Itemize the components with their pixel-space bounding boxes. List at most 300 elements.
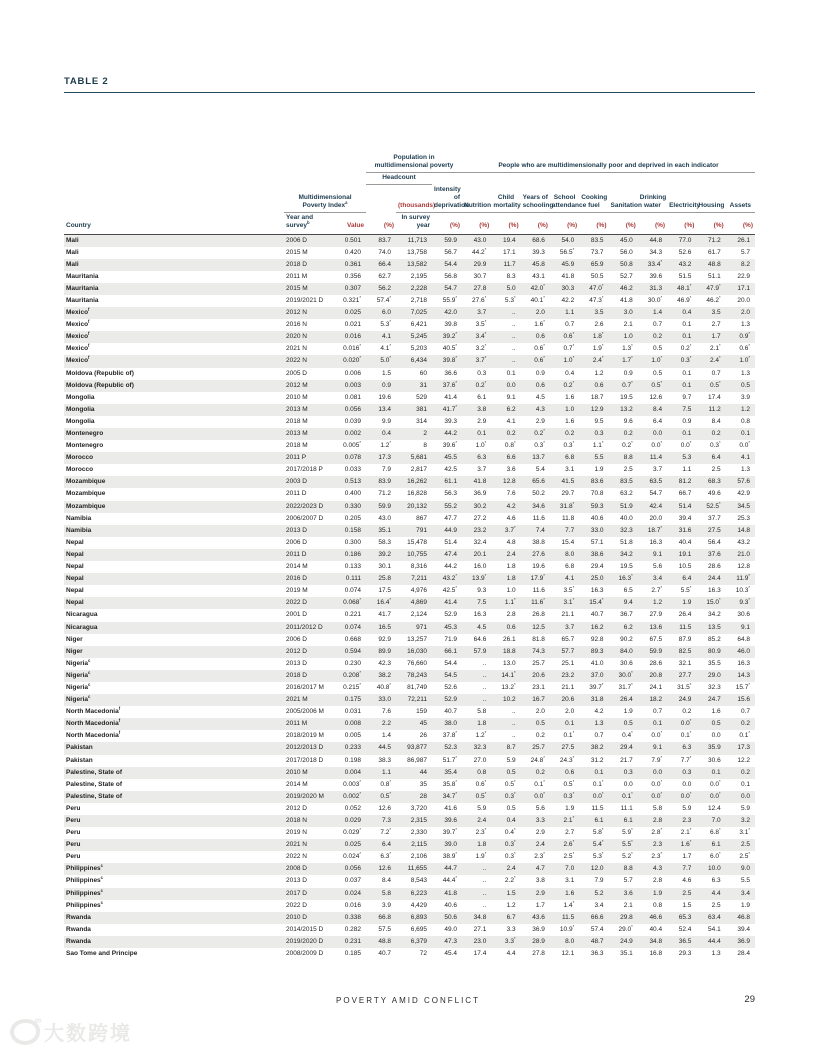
value-cell: 4,869: [410, 599, 428, 607]
value-cell: 2.3: [682, 817, 692, 824]
value-cell: 0.016: [344, 901, 362, 909]
value-cell: 21.7: [620, 756, 633, 764]
mpi-data-table: [64, 153, 755, 960]
value-cell: 12.1: [561, 950, 575, 958]
value-cell: 17.3: [737, 744, 750, 752]
value-cell: 11.5: [562, 913, 575, 921]
value-cell: 7.2*: [380, 827, 392, 837]
value-cell: 0.5*: [651, 379, 663, 389]
value-cell: 2.2*: [504, 875, 516, 885]
value-cell: 11.1: [620, 804, 633, 812]
watermark: [10, 1017, 132, 1046]
value-cell: 45.9: [561, 260, 575, 268]
value-cell: 39.8*: [442, 355, 458, 365]
value-cell: 0.5: [653, 345, 663, 353]
value-cell: 0.7*: [563, 343, 575, 353]
value-cell: 0.0*: [651, 778, 663, 788]
value-cell: 0.1*: [563, 730, 575, 740]
value-cell: 7,025: [410, 309, 428, 317]
value-cell: 12.0: [590, 865, 604, 873]
value-cell: 2.8: [506, 611, 516, 619]
value-cell: 6.0*: [710, 851, 721, 861]
year-survey-cell: 2012 N: [286, 309, 307, 317]
country-cell: Namibia: [66, 526, 92, 534]
value-cell: 3.1*: [739, 827, 750, 837]
value-cell: 1.9: [653, 889, 663, 897]
value-cell: 6.8: [565, 563, 575, 571]
value-cell: 46.9*: [677, 294, 692, 304]
table-row: [64, 682, 755, 694]
value-cell: 0.0*: [651, 730, 663, 740]
table-row: [64, 779, 755, 791]
value-cell: 39.6: [649, 272, 663, 280]
value-cell: ..: [511, 708, 516, 716]
value-cell: 0.3*: [710, 440, 721, 450]
value-cell: 381: [416, 405, 428, 413]
value-cell: 40.6: [590, 514, 604, 522]
value-cell: 46.2: [620, 284, 633, 292]
value-cell: 2,124: [410, 611, 428, 619]
year-survey-cell: 2014 M: [286, 563, 308, 571]
value-cell: 44.7: [444, 865, 458, 873]
table-row: [64, 948, 755, 960]
value-cell: 16.3: [708, 587, 721, 595]
value-cell: 0.056: [344, 865, 362, 873]
value-cell: 0.2: [623, 430, 633, 437]
value-cell: 4.1*: [380, 343, 392, 353]
header-group-people: People who are multidimensionally poor and deprived in each indicator: [462, 153, 755, 173]
value-cell: 6,379: [410, 937, 428, 945]
value-cell: 36.3: [590, 950, 604, 958]
value-cell: ..: [482, 901, 487, 909]
year-survey-cell: 2021 N: [286, 345, 307, 353]
value-cell: 39.7*: [442, 827, 458, 837]
country-cell: Moldova (Republic of): [66, 369, 134, 377]
country-cell: Mongolia: [66, 405, 95, 413]
value-cell: 0.074: [344, 623, 362, 631]
value-cell: 2.8: [653, 877, 663, 885]
value-cell: 0.5*: [563, 778, 575, 788]
year-survey-cell: 2022 N: [286, 853, 307, 861]
value-cell: 2.8: [653, 817, 663, 824]
value-cell: 24.8*: [530, 754, 545, 764]
value-cell: 0.2: [506, 430, 516, 437]
value-cell: 0.0*: [680, 718, 692, 728]
value-cell: 3.1: [565, 877, 575, 885]
value-cell: 74.0: [378, 248, 392, 256]
value-cell: 0.215*: [343, 681, 362, 691]
value-cell: 55.9*: [442, 294, 458, 304]
value-cell: 12.5: [532, 623, 545, 631]
value-cell: 7.9: [381, 466, 392, 474]
value-cell: 31.6: [678, 526, 692, 534]
value-cell: 0.3: [594, 430, 604, 437]
header-spacer: [64, 153, 366, 173]
header-indicator-sanitation: Sanitation: [609, 185, 638, 213]
value-cell: 59.9: [378, 502, 392, 510]
value-cell: 7.9: [594, 877, 604, 885]
value-cell: 5.6: [653, 563, 663, 571]
value-cell: 1.1*: [504, 597, 516, 607]
value-cell: 6.0: [381, 309, 392, 317]
value-cell: 41.8: [561, 272, 575, 280]
value-cell: 64.6: [473, 635, 487, 643]
year-survey-cell: 2020 N: [286, 333, 307, 341]
header-indicator-school-attendance: School attendance: [550, 185, 579, 213]
value-cell: 6.5: [623, 587, 633, 595]
year-survey-cell: 2012 D: [286, 804, 307, 812]
value-cell: 6,434: [410, 357, 428, 365]
table-row: [64, 476, 755, 488]
value-cell: 52.6: [444, 683, 458, 691]
value-cell: 2.6: [594, 321, 604, 329]
country-cell: Palestine, State of: [66, 780, 122, 788]
value-cell: 54.4: [444, 260, 458, 268]
value-cell: 0.221: [344, 611, 362, 619]
value-cell: 13.4: [378, 405, 392, 413]
value-cell: 0.021: [344, 321, 362, 329]
table-row: [64, 767, 755, 779]
value-cell: 27.9: [649, 611, 663, 619]
value-cell: 9.0: [740, 865, 750, 873]
header-indicator-housing: Housing: [696, 185, 725, 213]
value-cell: 39.8: [444, 321, 458, 329]
value-cell: 12.4: [708, 804, 721, 812]
value-cell: 9.3: [477, 587, 487, 595]
header-indicator-drinking-water: Drinking water: [638, 185, 667, 213]
value-cell: 37.8*: [442, 730, 458, 740]
year-survey-cell: 2018 D: [286, 671, 307, 679]
value-cell: 2,228: [410, 284, 428, 292]
value-cell: 0.233: [344, 744, 362, 752]
value-cell: 7.6: [381, 708, 392, 716]
value-cell: 51.1: [708, 272, 721, 280]
value-cell: 16.5: [378, 623, 392, 631]
table-row: [64, 900, 755, 912]
value-cell: 43.2: [737, 538, 750, 546]
value-cell: 38.2: [590, 744, 604, 752]
value-cell: 0.1: [477, 430, 487, 437]
value-cell: 0.668: [344, 635, 362, 643]
value-cell: 15.4: [561, 538, 575, 546]
value-cell: 64.8: [737, 635, 750, 643]
value-cell: 2.0: [565, 708, 575, 716]
value-cell: 0.0*: [651, 790, 663, 800]
country-cell: Nicaragua: [66, 611, 98, 619]
value-cell: 46.6: [649, 913, 663, 921]
header-pct-nutrition: (%): [462, 213, 491, 234]
header-country: Country: [64, 213, 284, 234]
value-cell: 34.8: [649, 937, 663, 945]
table-row: [64, 924, 755, 936]
value-cell: 39.2*: [442, 331, 458, 341]
value-cell: 0.6: [535, 381, 545, 389]
value-cell: 63.2: [620, 490, 633, 498]
value-cell: 42.5*: [442, 585, 458, 595]
value-cell: 27.7: [678, 671, 692, 679]
value-cell: 0.7: [740, 708, 750, 716]
value-cell: 3.8: [477, 405, 487, 413]
value-cell: 40.0: [620, 514, 633, 522]
value-cell: 1.3: [740, 466, 750, 474]
value-cell: 12.8: [502, 478, 516, 486]
value-cell: 45: [419, 720, 428, 728]
value-cell: 89.3: [590, 647, 604, 655]
value-cell: 0.5: [740, 381, 750, 389]
value-cell: 1.0*: [563, 355, 575, 365]
value-cell: 92.9: [378, 635, 392, 643]
value-cell: 0.2*: [680, 343, 692, 353]
value-cell: 45.5: [444, 454, 458, 462]
value-cell: 8.0: [565, 550, 575, 558]
value-cell: 40.4: [649, 925, 663, 933]
value-cell: 63.4: [708, 913, 721, 921]
value-cell: 1.0*: [475, 440, 487, 450]
year-survey-cell: 2019/2021 D: [286, 296, 324, 304]
year-survey-cell: 2017/2018 D: [286, 756, 324, 764]
value-cell: 23.2: [473, 526, 487, 534]
value-cell: 33.0: [590, 526, 604, 534]
year-survey-cell: 2021 M: [286, 696, 308, 704]
value-cell: 0.185: [344, 950, 362, 958]
value-cell: 54.5: [444, 671, 458, 679]
value-cell: 52.3: [444, 744, 458, 752]
value-cell: 33.4*: [647, 258, 663, 268]
value-cell: 81,749: [407, 683, 428, 691]
header-intensity: Intensity of deprivation: [432, 185, 462, 213]
value-cell: 4.6: [506, 514, 516, 522]
table-row: [64, 863, 755, 875]
value-cell: 34.8: [473, 913, 487, 921]
value-cell: 41.6: [444, 804, 458, 812]
value-cell: 87.9: [678, 635, 692, 643]
value-cell: 6,223: [410, 889, 428, 897]
value-cell: 11.6: [532, 514, 545, 522]
value-cell: 3.1: [565, 466, 575, 474]
value-cell: 4.1: [506, 417, 516, 425]
value-cell: 47.9*: [706, 282, 721, 292]
value-cell: 0.3*: [680, 355, 692, 365]
year-survey-cell: 2018/2019 M: [286, 732, 324, 740]
value-cell: 3.6: [506, 466, 516, 474]
year-survey-cell: 2010 M: [286, 768, 308, 776]
value-cell: 1.0: [565, 405, 575, 413]
value-cell: 38.0: [444, 720, 458, 728]
value-cell: 10.2: [502, 696, 516, 704]
country-cell: Philippines$^c$: [66, 863, 104, 873]
value-cell: 25.8: [378, 575, 392, 583]
header-year-survey: Year and survey$^b$: [284, 213, 336, 234]
value-cell: 17.4: [708, 393, 721, 401]
value-cell: 40.7: [444, 708, 458, 716]
value-cell: 0.1: [682, 430, 692, 437]
value-cell: 5.3*: [504, 294, 516, 304]
country-cell: Nigeria$^c$: [66, 669, 91, 679]
value-cell: 12.6: [378, 865, 392, 873]
value-cell: 1.3: [594, 720, 604, 728]
year-survey-cell: 2011 P: [286, 454, 307, 462]
value-cell: 44.2*: [472, 246, 487, 256]
year-survey-cell: 2014/2015 D: [286, 925, 324, 933]
value-cell: 0.356: [344, 272, 362, 280]
value-cell: 16.4*: [376, 597, 392, 607]
value-cell: 8,316: [410, 563, 428, 571]
header-thousands: (thousands): [396, 185, 432, 213]
country-cell: Mexico$^f$: [66, 355, 90, 365]
value-cell: 8.8: [623, 454, 633, 462]
value-cell: 77.0: [678, 236, 692, 244]
value-cell: 0.033: [344, 466, 362, 474]
value-cell: 4.4: [711, 889, 721, 897]
value-cell: 0.5: [535, 720, 545, 728]
value-cell: 0.9: [535, 369, 545, 377]
value-cell: 54.1: [708, 925, 721, 933]
country-cell: North Macedonia$^f$: [66, 718, 121, 728]
table-row: [64, 718, 755, 730]
value-cell: 5.6: [535, 804, 545, 812]
value-cell: 54.7: [444, 284, 458, 292]
value-cell: 0.4: [506, 817, 516, 824]
value-cell: 0.003: [344, 381, 362, 389]
value-cell: 11.8: [562, 514, 575, 522]
value-cell: 8,543: [410, 877, 428, 885]
country-cell: Nepal: [66, 587, 84, 595]
value-cell: 1.6*: [534, 319, 545, 329]
value-cell: 5.8*: [592, 827, 604, 837]
value-cell: 16.3*: [618, 573, 633, 583]
value-cell: 93,877: [407, 744, 428, 752]
value-cell: 2.5*: [563, 851, 575, 861]
value-cell: 35: [419, 780, 428, 788]
table-row: [64, 622, 755, 634]
country-cell: Nepal: [66, 575, 84, 583]
value-cell: 0.0: [711, 732, 721, 740]
year-survey-cell: 2013 D: [286, 659, 307, 667]
value-cell: 24.9: [678, 696, 692, 704]
value-cell: 11.5: [591, 804, 604, 812]
value-cell: 5.5: [594, 454, 604, 462]
value-cell: 31: [419, 381, 428, 389]
value-cell: 24.4: [708, 575, 721, 583]
country-cell: Nepal: [66, 563, 84, 571]
value-cell: 2.3*: [534, 851, 545, 861]
value-cell: 20,132: [407, 502, 428, 510]
value-cell: 0.594: [344, 647, 362, 655]
value-cell: 3.3: [535, 817, 545, 824]
value-cell: 52.9: [444, 611, 458, 619]
value-cell: 3.7*: [475, 355, 487, 365]
value-cell: 1.8: [506, 575, 516, 583]
value-cell: 41.0: [590, 659, 604, 667]
value-cell: 3.4: [653, 575, 663, 583]
value-cell: 17.9*: [530, 573, 545, 583]
country-cell: Mauritania: [66, 272, 99, 280]
value-cell: 7.0: [565, 865, 575, 873]
value-cell: 56.8: [444, 272, 458, 280]
year-survey-cell: 2006/2007 D: [286, 514, 324, 522]
value-cell: 20.0: [737, 296, 750, 304]
table-row: [64, 803, 755, 815]
value-cell: 0.3*: [504, 839, 516, 849]
value-cell: 6.7: [506, 913, 516, 921]
value-cell: 51.4: [444, 538, 458, 546]
value-cell: 35.9: [708, 744, 721, 752]
value-cell: 6.1: [711, 841, 721, 849]
value-cell: 51.7*: [442, 754, 458, 764]
value-cell: 34.5: [737, 502, 750, 510]
header-in-survey-year: In survey year: [396, 213, 432, 234]
value-cell: 6.3: [682, 744, 692, 752]
value-cell: 0.1*: [534, 778, 545, 788]
value-cell: 83.9: [378, 478, 392, 486]
table-row: [64, 875, 755, 887]
country-cell: Mongolia: [66, 393, 95, 401]
value-cell: 0.1: [506, 369, 516, 377]
value-cell: 17.4: [473, 950, 487, 958]
value-cell: 3.6: [623, 889, 633, 897]
value-cell: 14.3: [737, 671, 750, 679]
value-cell: 39.4: [678, 514, 692, 522]
value-cell: 0.8: [740, 417, 750, 425]
value-cell: 51.5: [678, 272, 692, 280]
table-row: [64, 742, 755, 754]
year-survey-cell: 2006 D: [286, 538, 307, 546]
value-cell: 44.2: [444, 563, 458, 571]
value-cell: 2.9: [535, 829, 545, 837]
value-cell: 9.4: [623, 599, 633, 607]
table-row: [64, 368, 755, 380]
value-cell: 1.6: [711, 708, 721, 716]
value-cell: 47.4: [444, 550, 458, 558]
value-cell: 56.3: [444, 490, 458, 498]
header-pct-electricity: (%): [667, 213, 696, 234]
country-cell: North Macedonia$^f$: [66, 730, 121, 740]
value-cell: 3.4: [594, 901, 604, 909]
value-cell: 24.3*: [559, 754, 575, 764]
value-cell: 30.6: [708, 756, 721, 764]
value-cell: 26.8: [532, 611, 545, 619]
country-cell: North Macedonia$^f$: [66, 706, 121, 716]
table-row: [64, 380, 755, 392]
value-cell: 29.3: [678, 950, 692, 958]
table-row: [64, 271, 755, 283]
value-cell: 2.0: [740, 309, 750, 317]
value-cell: 0.0*: [680, 440, 692, 450]
value-cell: 0.208*: [343, 669, 362, 679]
value-cell: 55.2: [444, 502, 458, 510]
table-row: [64, 573, 755, 585]
value-cell: 0.4*: [622, 730, 633, 740]
value-cell: 66.7: [678, 490, 692, 498]
value-cell: 0.005*: [343, 440, 362, 450]
value-cell: 5.5*: [680, 585, 692, 595]
value-cell: 1.0: [623, 333, 633, 341]
value-cell: 2.3: [653, 841, 663, 849]
value-cell: 57.6: [737, 478, 750, 486]
value-cell: 0.5*: [710, 379, 721, 389]
country-cell: Rwanda: [66, 925, 91, 933]
value-cell: 34.2: [620, 550, 633, 558]
value-cell: 12.6: [378, 804, 392, 812]
value-cell: 1.8: [506, 563, 516, 571]
value-cell: 2,106: [410, 853, 428, 861]
value-cell: 2.5: [682, 889, 692, 897]
table-row: [64, 259, 755, 271]
value-cell: ..: [511, 732, 516, 740]
value-cell: 1.7: [682, 853, 692, 861]
value-cell: 0.1: [682, 333, 692, 341]
year-survey-cell: 2006 D: [286, 236, 307, 244]
